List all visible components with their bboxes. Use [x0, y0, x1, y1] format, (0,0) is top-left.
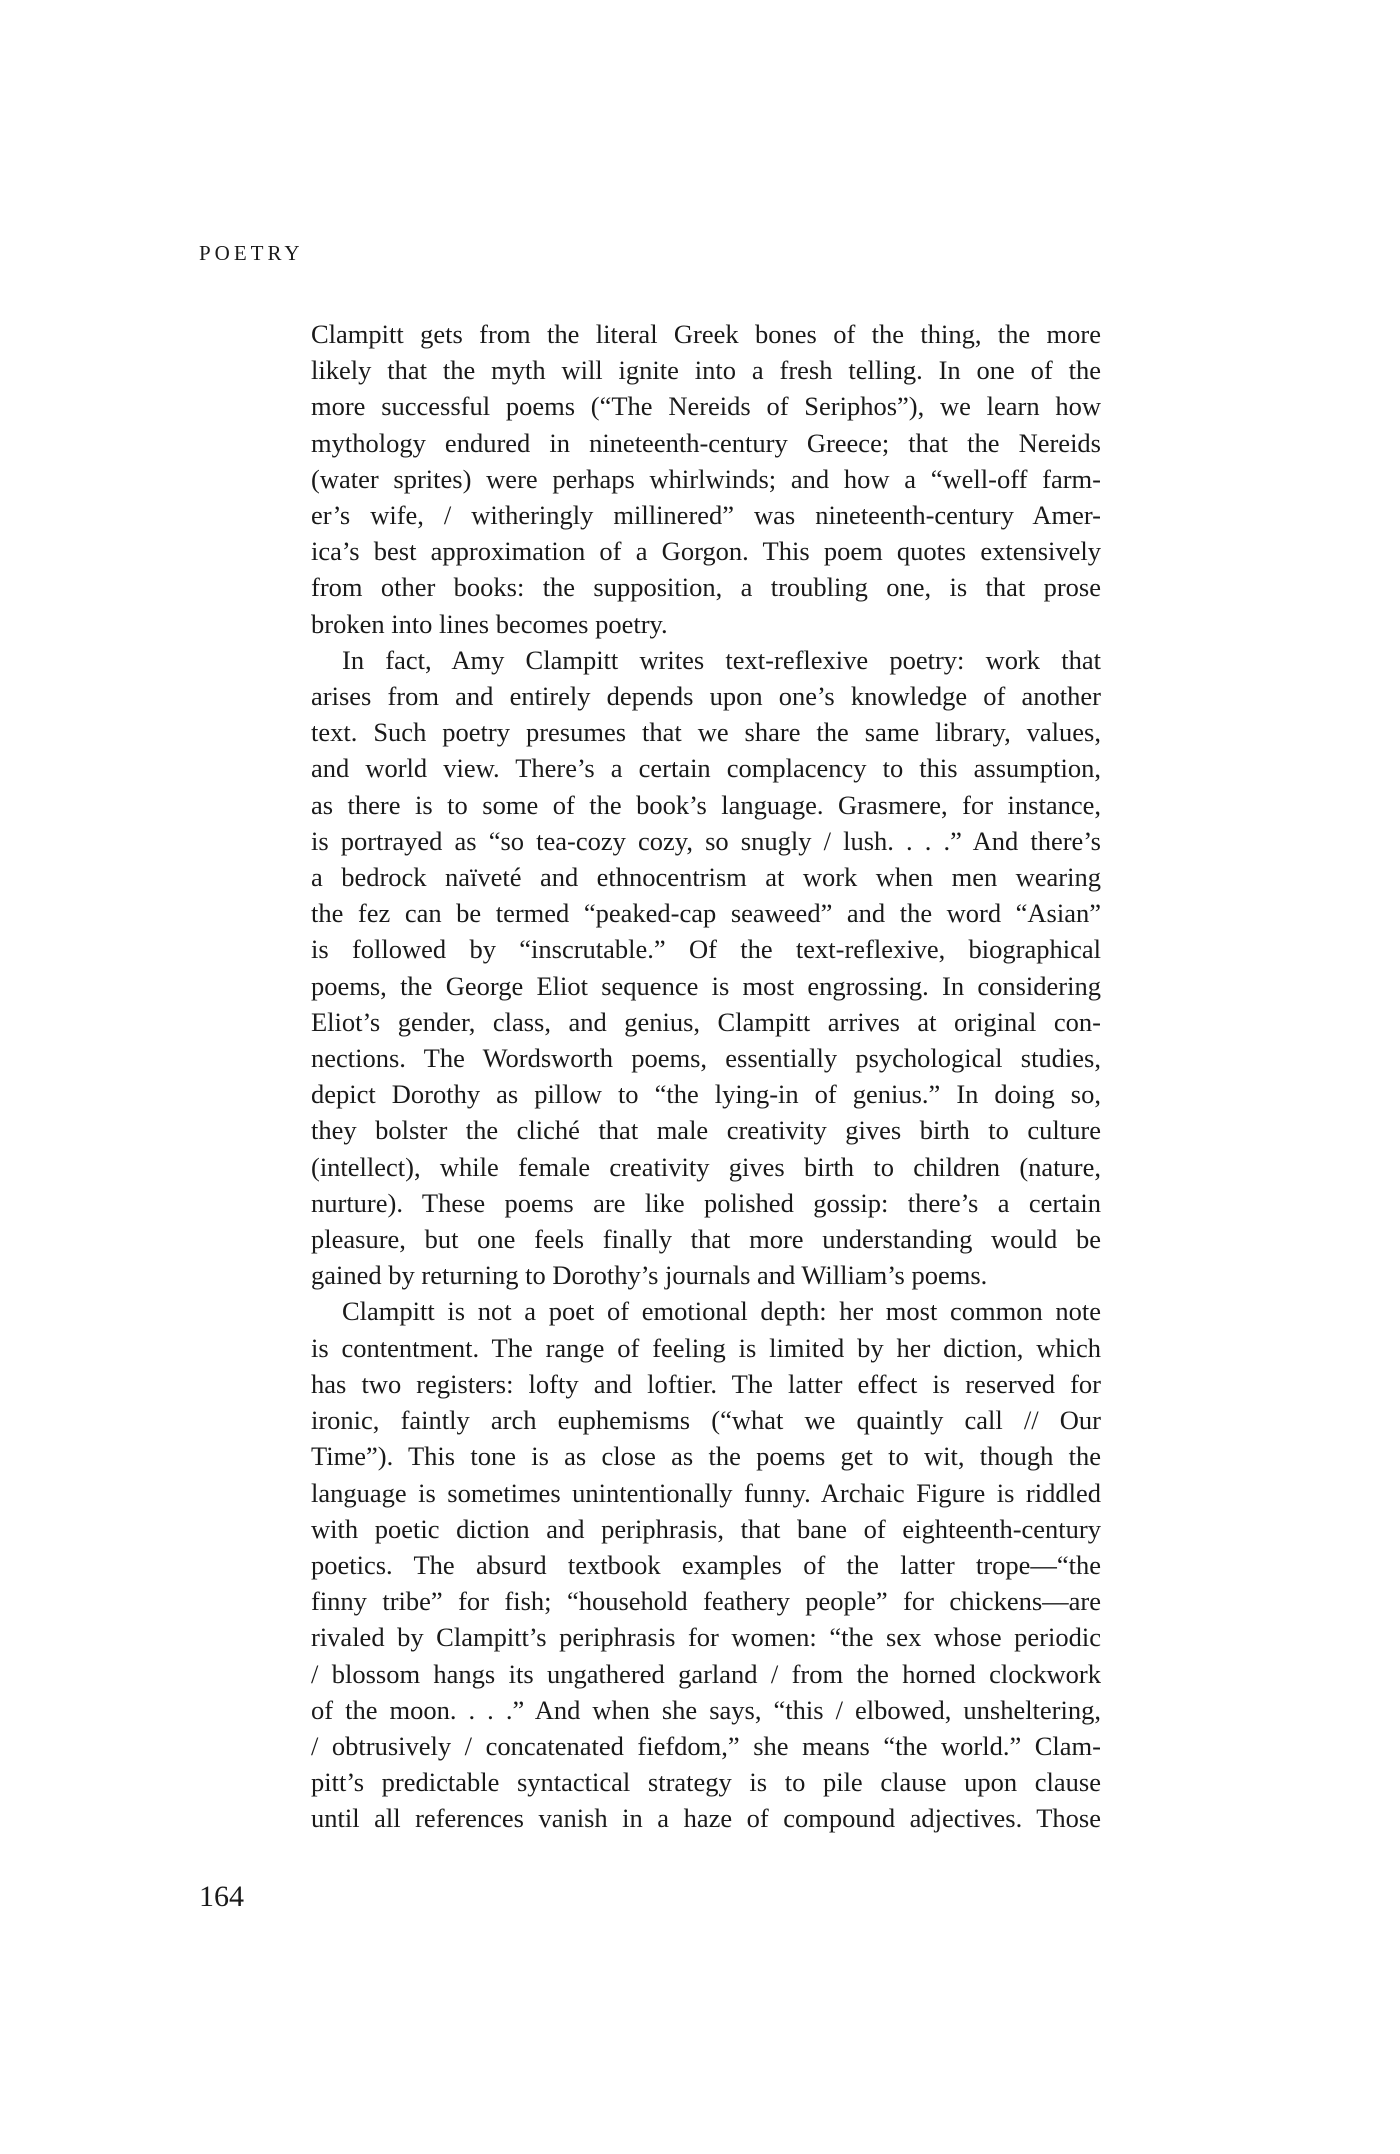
text-line: more successful poems (“The Nereids of Seriphos”), we learn how	[311, 391, 1101, 422]
text-line: until all references vanish in a haze of compound adjectives. Those	[311, 1803, 1101, 1834]
text-line: is portrayed as “so tea-cozy cozy, so snugly / lush. . . .” And there’s	[311, 825, 1101, 856]
running-head: POETRY	[199, 241, 304, 265]
text-line: has two registers: lofty and loftier. The latter effect is reserved for	[311, 1368, 1101, 1399]
text-line: ironic, faintly arch euphemisms (“what we quaintly call // Our	[311, 1405, 1101, 1436]
text-line: finny tribe” for fish; “household feathery people” for chickens—are	[311, 1586, 1101, 1617]
text-line: depict Dorothy as pillow to “the lying-in of genius.” In doing so,	[311, 1079, 1101, 1110]
text-line: pitt’s predictable syntactical strategy is to pile clause upon clause	[311, 1767, 1101, 1798]
text-line: and world view. There’s a certain complacency to this assumption,	[311, 753, 1101, 784]
text-line: Time”). This tone is as close as the poems get to wit, though the	[311, 1441, 1101, 1472]
text-line: / blossom hangs its ungathered garland / from the horned clockwork	[311, 1658, 1101, 1689]
text-line: likely that the myth will ignite into a fresh telling. In one of the	[311, 355, 1101, 386]
text-line: a bedrock naïveté and ethnocentrism at work when men wearing	[311, 862, 1101, 893]
text-line: poems, the George Eliot sequence is most engrossing. In considering	[311, 970, 1101, 1001]
text-line: they bolster the cliché that male creativity gives birth to culture	[311, 1115, 1101, 1146]
text-line: the fez can be termed “peaked-cap seaweed” and the word “Asian”	[311, 898, 1101, 929]
text-line: arises from and entirely depends upon one’s knowledge of another	[311, 681, 1101, 712]
text-line: of the moon. . . .” And when she says, “this / elbowed, unsheltering,	[311, 1694, 1101, 1725]
text-line: nurture). These poems are like polished gossip: there’s a certain	[311, 1187, 1101, 1218]
body-text	[311, 316, 1101, 1837]
paragraph-3	[311, 1293, 1101, 1836]
text-line: is contentment. The range of feeling is limited by her diction, which	[311, 1332, 1101, 1363]
text-line: mythology endured in nineteenth-century Greece; that the Nereids	[311, 427, 1101, 458]
text-line: text. Such poetry presumes that we share the same library, values,	[311, 717, 1101, 748]
page-number: 164	[199, 1880, 244, 1913]
text-line: Eliot’s gender, class, and genius, Clampitt arrives at original con-	[311, 1006, 1101, 1037]
text-line: language is sometimes unintentionally funny. Archaic Figure is riddled	[311, 1477, 1101, 1508]
text-line: with poetic diction and periphrasis, that bane of eighteenth-century	[311, 1513, 1101, 1544]
text-line: Clampitt gets from the literal Greek bones of the thing, the more	[311, 319, 1101, 349]
paragraph-2	[311, 642, 1101, 1294]
text-line: ica’s best approximation of a Gorgon. This poem quotes extensively	[311, 536, 1101, 567]
text-line: In fact, Amy Clampitt writes text-reflexive poetry: work that	[342, 644, 1101, 675]
text-line: / obtrusively / concatenated fiefdom,” she means “the world.” Clam-	[311, 1730, 1101, 1761]
text-line: nections. The Wordsworth poems, essentially psychological studies,	[311, 1043, 1101, 1074]
text-line: as there is to some of the book’s language. Grasmere, for instance,	[311, 789, 1101, 820]
text-line: from other books: the supposition, a troubling one, is that prose	[311, 572, 1101, 603]
text-line: Clampitt is not a poet of emotional depth: her most common note	[342, 1296, 1101, 1327]
text-line: er’s wife, / witheringly millinered” was nineteenth-century Amer-	[311, 500, 1101, 531]
paragraph-1	[311, 316, 1101, 642]
text-line: poetics. The absurd textbook examples of the latter trope—“the	[311, 1549, 1101, 1580]
text-line: pleasure, but one feels finally that more understanding would be	[311, 1224, 1101, 1255]
text-line: rivaled by Clampitt’s periphrasis for women: “the sex whose periodic	[311, 1622, 1101, 1653]
text-line: (intellect), while female creativity gives birth to children (nature,	[311, 1151, 1101, 1182]
text-line: is followed by “inscrutable.” Of the text-reflexive, biographical	[311, 934, 1101, 965]
text-line: gained by returning to Dorothy’s journals and William’s poems.	[311, 1260, 988, 1291]
text-line: (water sprites) were perhaps whirlwinds; and how a “well-off farm-	[311, 463, 1101, 494]
text-line: broken into lines becomes poetry.	[311, 608, 668, 639]
